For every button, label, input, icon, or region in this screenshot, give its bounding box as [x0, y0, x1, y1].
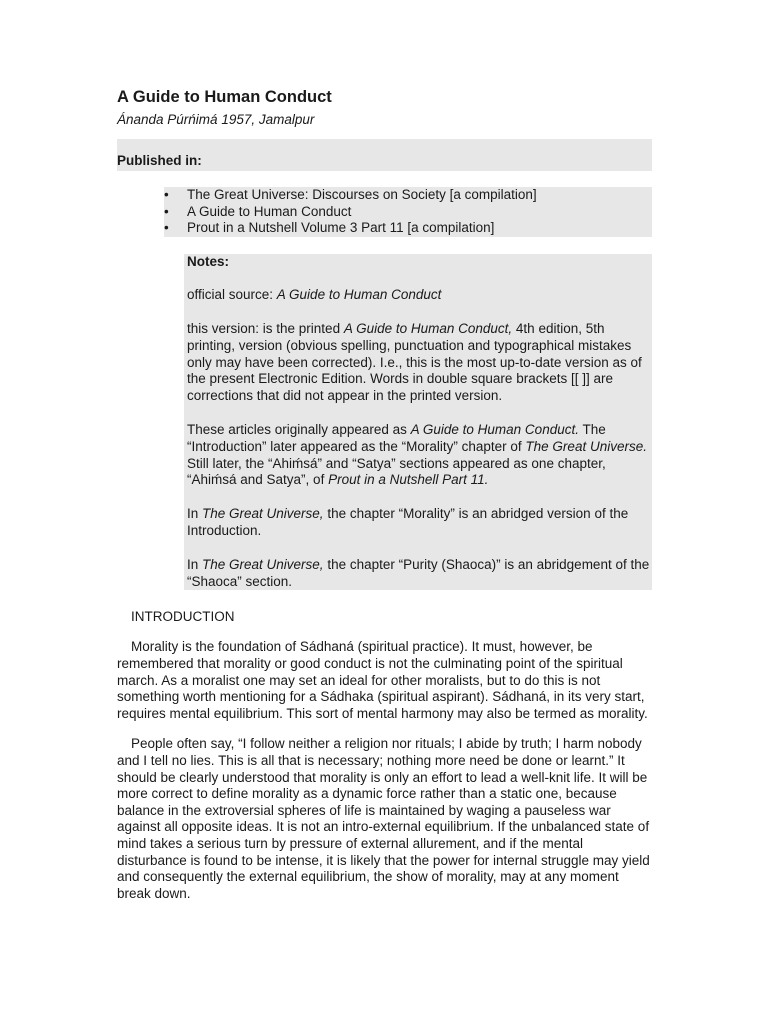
notes-text: official source: [187, 287, 277, 303]
notes-version [187, 321, 650, 405]
bullet-icon: • [164, 187, 169, 202]
notes-text: The “Introduction” later appeared as the “Morality” chapter of [187, 422, 606, 454]
notes-text: Still later, the “Ahiḿsá” and “Satya” sections appeared as one chapter, “Ahiḿsá and Satya”, of [187, 455, 606, 488]
list-item [164, 220, 652, 237]
document-page [117, 86, 652, 902]
bullet-icon: • [164, 203, 169, 219]
notes-official-source [187, 287, 650, 304]
notes-box [184, 254, 652, 591]
notes-title-ref: The Great Universe, [202, 506, 324, 522]
list-item-text: A Guide to Human Conduct [187, 203, 352, 219]
notes-great-universe-purity [187, 557, 650, 591]
body-paragraph: Morality is the foundation of Sádhaná (spiritual practice). It must, however, be remembered that morality or good conduct is not the culminating point of the spiritual march. As a moralist one may set an ideal for other moralists, but to do this is not something worth mentioning for a Sádhaka (spiritual aspirant). Sádhaná, in its very start, requires mental equilibrium. This sort of mental harmony may also be termed as morality. [117, 639, 648, 721]
body-paragraph: People often say, “I follow neither a religion nor rituals; I abide by truth; I harm nobody and I tell no lies. This is all that is necessary; nothing more need be done or learnt.” It should be clearly understood that morality is only an effort to lead a well-knit life. It will be more correct to define morality as a dynamic force rather than a static one, because balance in the extroversial spheres of life is maintained by waging a pauseless war against all opposite ideas. It is not an intro-external equilibrium. If the unbalanced state of mind takes a serious turn by pressure of external allurement, and if the mental disturbance is found to be intense, it is likely that the power for internal struggle may yield and consequently the external equilibrium, the show of morality, may at any moment break down. [117, 736, 650, 901]
notes-text: In [187, 506, 203, 522]
page-title: A Guide to Human Conduct [117, 88, 332, 106]
notes-text: the chapter “Morality” is an abridged version of the Introduction. [187, 506, 629, 539]
bullet-icon: • [164, 220, 169, 235]
notes-great-universe-morality [187, 506, 650, 540]
notes-title-ref: A Guide to Human Conduct. [410, 422, 579, 438]
list-item [164, 204, 652, 221]
notes-text: 4th edition, 5th printing, version (obvious spelling, punctuation and typographical mistakes only may have been corrected). I.e., this is the most up-to-date version as of the present Electronic Edition. Words in double square brackets [[ ]] are corrections that did not appear in the printed version. [187, 321, 642, 404]
body-text [117, 639, 652, 902]
list-item-text: The Great Universe: Discourses on Society [a compilation] [187, 187, 537, 202]
notes-heading: Notes: [187, 253, 230, 269]
page-subtitle: Ánanda Púrńimá 1957, Jamalpur [117, 112, 315, 127]
notes-title-ref: The Great Universe. [525, 438, 647, 454]
published-in-list [164, 187, 652, 237]
list-item-text: Prout in a Nutshell Volume 3 Part 11 [a compilation] [187, 220, 495, 235]
section-heading: INTRODUCTION [131, 609, 235, 625]
notes-articles [187, 422, 650, 489]
notes-text: These articles originally appeared as [187, 422, 411, 438]
notes-title-ref: A Guide to Human Conduct, [343, 321, 513, 337]
notes-title-ref: Prout in a Nutshell Part 11. [328, 472, 489, 488]
notes-text: In [187, 556, 203, 572]
published-in-heading: Published in: [117, 139, 652, 171]
notes-title-ref: A Guide to Human Conduct [276, 287, 442, 303]
notes-text: this version: is the printed [187, 321, 344, 337]
notes-title-ref: The Great Universe, [202, 556, 324, 572]
notes-text: the chapter “Purity (Shaoca)” is an abridgement of the “Shaoca” section. [187, 556, 650, 589]
list-item [164, 187, 652, 204]
